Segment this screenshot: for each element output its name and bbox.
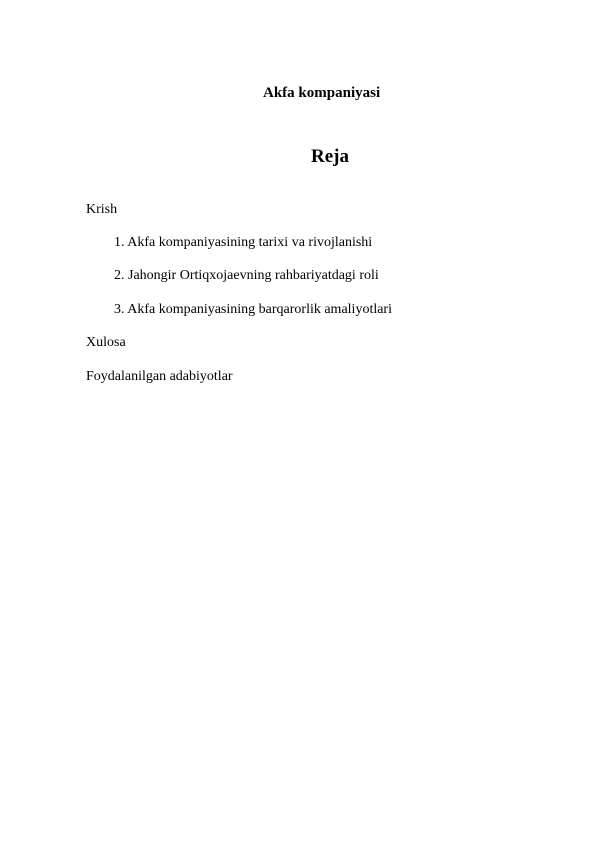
plan-item-1: 1. Akfa kompaniyasining tarixi va rivojlanishi [114, 235, 373, 250]
plan-references: Foydalanilgan adabiyotlar [86, 369, 233, 384]
document-title: Akfa kompaniyasi [263, 85, 381, 101]
plan-item-3: 3. Akfa kompaniyasining barqarorlik amaliyotlari [114, 302, 392, 317]
plan-intro: Krish [86, 202, 118, 217]
plan-conclusion: Xulosa [86, 335, 126, 350]
plan-heading: Reja [311, 146, 349, 167]
plan-item-2: 2. Jahongir Ortiqxojaevning rahbariyatdagi roli [114, 268, 379, 283]
